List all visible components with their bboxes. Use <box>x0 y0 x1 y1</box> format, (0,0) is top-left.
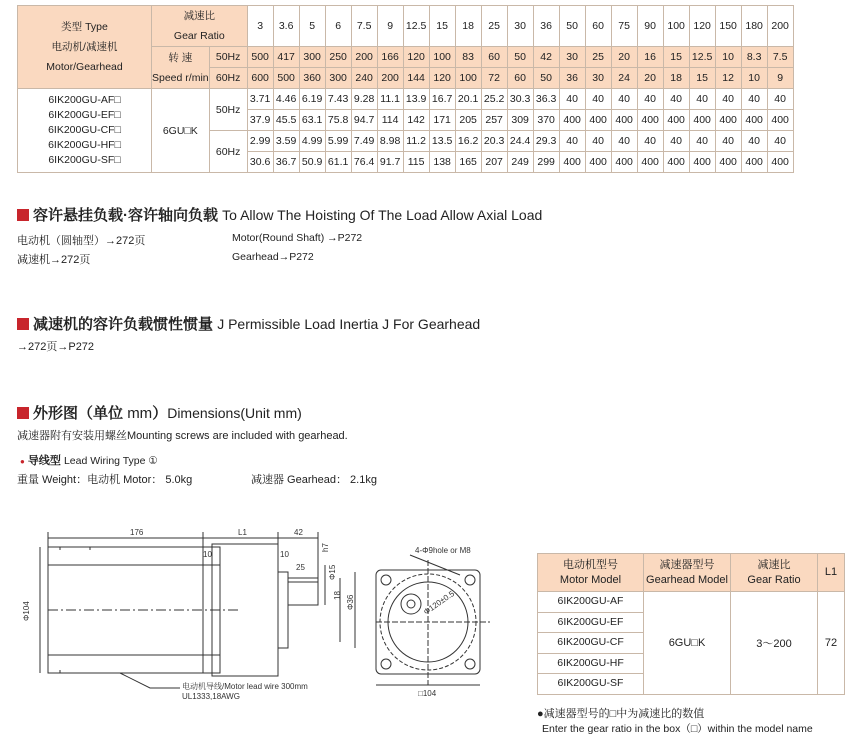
spec-value-cell: 205 <box>455 110 481 131</box>
spec-value-cell: 600 <box>247 68 273 89</box>
ratio-header: 减速比 Gear Ratio <box>152 6 248 47</box>
spec-value-cell: 400 <box>741 110 767 131</box>
l1-header: L1 <box>818 554 845 592</box>
l1-cell: 72 <box>818 592 845 695</box>
spec-value-cell: 50 <box>533 68 559 89</box>
speed-60hz-label: 60Hz <box>209 68 247 89</box>
ratio-cell: 15 <box>429 6 455 47</box>
model-note-cn: ●减速器型号的□中为减速比的数值 <box>537 708 705 720</box>
spec-value-cell: 60 <box>507 68 533 89</box>
spec-value-cell: 400 <box>767 152 793 173</box>
ratio-cell: 200 <box>767 6 793 47</box>
spec-value-cell: 400 <box>637 152 663 173</box>
spec-value-cell: 16.2 <box>455 131 481 152</box>
weight-gearhead: 减速器 Gearhead： 2.1kg <box>251 474 377 486</box>
spec-value-cell: 12 <box>715 68 741 89</box>
spec-value-cell: 37.9 <box>247 110 273 131</box>
ratio-cell: 18 <box>455 6 481 47</box>
spec-value-cell: 200 <box>351 47 377 68</box>
spec-value-cell: 400 <box>689 152 715 173</box>
ratio-cell: 12.5 <box>403 6 429 47</box>
spec-value-cell: 400 <box>741 152 767 173</box>
spec-value-cell: 40 <box>715 131 741 152</box>
spec-value-cell: 400 <box>715 152 741 173</box>
spec-value-cell: 36.3 <box>533 89 559 110</box>
spec-value-cell: 3.71 <box>247 89 273 110</box>
ratio-cell: 90 <box>637 6 663 47</box>
spec-value-cell: 40 <box>741 89 767 110</box>
spec-value-cell: 166 <box>377 47 403 68</box>
square-label: □104 <box>418 689 437 698</box>
spec-value-cell: 75.8 <box>325 110 351 131</box>
gearhead-body <box>212 544 278 676</box>
dim-h7: h7 <box>321 543 330 552</box>
spec-value-cell: 40 <box>611 89 637 110</box>
ratio-cell: 150 <box>715 6 741 47</box>
dim-10a: 10 <box>203 550 212 559</box>
spec-value-cell: 36.7 <box>273 152 299 173</box>
spec-value-cell: 13.5 <box>429 131 455 152</box>
spec-value-cell: 15 <box>663 47 689 68</box>
s1-line1-en: Motor(Round Shaft) →P272 <box>232 232 363 244</box>
spec-value-cell: 6.19 <box>299 89 325 110</box>
spec-value-cell: 63.1 <box>299 110 325 131</box>
spec-value-cell: 40 <box>741 131 767 152</box>
section-inertia-title: 减速机的容许负载惯性惯量 J Permissible Load Inertia J For Gearhead <box>17 313 480 334</box>
spec-value-cell: 165 <box>455 152 481 173</box>
spec-value-cell: 7.43 <box>325 89 351 110</box>
dim-18: 18 <box>333 591 342 600</box>
spec-value-cell: 100 <box>455 68 481 89</box>
speed-50hz-label: 50Hz <box>209 47 247 68</box>
s1-line1-cn: 电动机（圆轴型）→272页 <box>17 235 146 247</box>
spec-value-cell: 400 <box>663 152 689 173</box>
spec-value-cell: 2.99 <box>247 131 273 152</box>
spec-value-cell: 115 <box>403 152 429 173</box>
spec-value-cell: 400 <box>585 110 611 131</box>
gear-ratio-header: 减速比 Gear Ratio <box>731 554 818 592</box>
gearhead-cell: 6GU□K <box>152 89 210 173</box>
spec-value-cell: 370 <box>533 110 559 131</box>
spec-value-cell: 360 <box>299 68 325 89</box>
spec-value-cell: 8.98 <box>377 131 403 152</box>
dim-phi15: Φ15 <box>328 564 337 580</box>
dim-10b: 10 <box>280 550 289 559</box>
spec-value-cell: 40 <box>585 89 611 110</box>
ratio-cell: 30 <box>507 6 533 47</box>
red-square-icon <box>17 407 29 419</box>
spec-value-cell: 8.3 <box>741 47 767 68</box>
spec-value-cell: 18 <box>663 68 689 89</box>
spec-value-cell: 30.3 <box>507 89 533 110</box>
ratio-cell: 9 <box>377 6 403 47</box>
spec-value-cell: 20 <box>611 47 637 68</box>
motor-model-cell: 6IK200GU-HF <box>538 653 644 674</box>
ratio-cell: 36 <box>533 6 559 47</box>
spec-table <box>17 5 794 173</box>
spec-value-cell: 16.7 <box>429 89 455 110</box>
spec-value-cell: 40 <box>611 131 637 152</box>
gearhead-model-cell: 6GU□K <box>644 592 731 695</box>
spec-value-cell: 11.2 <box>403 131 429 152</box>
red-square-icon <box>17 209 29 221</box>
spec-value-cell: 40 <box>585 131 611 152</box>
spec-value-cell: 61.1 <box>325 152 351 173</box>
spec-value-cell: 30 <box>559 47 585 68</box>
spec-value-cell: 100 <box>429 47 455 68</box>
spec-value-cell: 11.1 <box>377 89 403 110</box>
s2-line1: →272页→P272 <box>17 341 95 353</box>
spec-value-cell: 40 <box>689 89 715 110</box>
spec-value-cell: 500 <box>247 47 273 68</box>
ratio-cell: 7.5 <box>351 6 377 47</box>
holes-label: 4-Φ9hole or M8 <box>415 546 471 555</box>
spec-value-cell: 400 <box>637 110 663 131</box>
spec-value-cell: 25.2 <box>481 89 507 110</box>
spec-value-cell: 40 <box>663 89 689 110</box>
dim-42: 42 <box>294 528 303 537</box>
ratio-cell: 6 <box>325 6 351 47</box>
spec-value-cell: 24 <box>611 68 637 89</box>
spec-value-cell: 300 <box>299 47 325 68</box>
spec-value-cell: 10 <box>741 68 767 89</box>
ratio-cell: 60 <box>585 6 611 47</box>
spec-value-cell: 417 <box>273 47 299 68</box>
motor-model-cell: 6IK200GU-CF <box>538 633 644 654</box>
spec-value-cell: 42 <box>533 47 559 68</box>
spec-value-cell: 400 <box>559 152 585 173</box>
model-table <box>537 553 845 695</box>
spec-value-cell: 9.28 <box>351 89 377 110</box>
spec-value-cell: 400 <box>715 110 741 131</box>
spec-value-cell: 120 <box>403 47 429 68</box>
spec-value-cell: 142 <box>403 110 429 131</box>
spec-value-cell: 94.7 <box>351 110 377 131</box>
section-allow-load-title: 容许悬挂负载·容许轴向负载 To Allow The Hoisting Of The Load Allow Axial Load <box>17 204 542 225</box>
ratio-cell: 100 <box>663 6 689 47</box>
wire-label: 电动机导线/Motor lead wire 300mm <box>182 682 308 691</box>
wire-spec: UL1333,18AWG <box>182 692 240 701</box>
spec-value-cell: 10 <box>715 47 741 68</box>
dim-176: 176 <box>130 528 144 537</box>
hz60-cell: 60Hz <box>209 131 247 173</box>
dimension-drawing <box>0 520 530 720</box>
spec-value-cell: 40 <box>689 131 715 152</box>
spec-value-cell: 4.46 <box>273 89 299 110</box>
motor-model-cell: 6IK200GU-EF <box>538 612 644 633</box>
spec-value-cell: 45.5 <box>273 110 299 131</box>
gearhead-model-header: 减速器型号 Gearhead Model <box>644 554 731 592</box>
red-square-icon <box>17 318 29 330</box>
dim-L1: L1 <box>238 528 247 537</box>
ratio-cell: 120 <box>689 6 715 47</box>
ratio-cell: 3 <box>247 6 273 47</box>
spec-value-cell: 13.9 <box>403 89 429 110</box>
spec-value-cell: 7.49 <box>351 131 377 152</box>
ratio-cell: 180 <box>741 6 767 47</box>
spec-value-cell: 40 <box>559 131 585 152</box>
spec-value-cell: 76.4 <box>351 152 377 173</box>
spec-value-cell: 40 <box>767 131 793 152</box>
s1-line2-en: Gearhead→P272 <box>232 251 314 263</box>
spec-value-cell: 120 <box>429 68 455 89</box>
spec-value-cell: 7.5 <box>767 47 793 68</box>
spec-value-cell: 30 <box>585 68 611 89</box>
spec-value-cell: 138 <box>429 152 455 173</box>
hz50-cell: 50Hz <box>209 89 247 131</box>
spec-value-cell: 20 <box>637 68 663 89</box>
spec-value-cell: 60 <box>481 47 507 68</box>
dim-phi36: Φ36 <box>346 594 355 610</box>
model-list: 6IK200GU-AF□ 6IK200GU-EF□ 6IK200GU-CF□ 6IK200GU-HF□ 6IK200GU-SF□ <box>18 89 152 173</box>
spec-value-cell: 40 <box>637 131 663 152</box>
spec-value-cell: 9 <box>767 68 793 89</box>
spec-value-cell: 249 <box>507 152 533 173</box>
ratio-cell: 75 <box>611 6 637 47</box>
spec-value-cell: 40 <box>559 89 585 110</box>
spec-value-cell: 400 <box>611 110 637 131</box>
spec-value-cell: 250 <box>325 47 351 68</box>
spec-value-cell: 83 <box>455 47 481 68</box>
ratio-cell: 25 <box>481 6 507 47</box>
spec-value-cell: 400 <box>611 152 637 173</box>
lead-wiring-type: ● 导线型 Lead Wiring Type ① <box>20 455 158 467</box>
ratio-cell: 3.6 <box>273 6 299 47</box>
spec-value-cell: 300 <box>325 68 351 89</box>
s1-line2-cn: 减速机→272页 <box>17 254 91 266</box>
speed-header: 转 速 Speed r/min <box>152 47 210 89</box>
dim-25: 25 <box>296 563 305 572</box>
spec-value-cell: 144 <box>403 68 429 89</box>
ratio-cell: 50 <box>559 6 585 47</box>
spec-value-cell: 500 <box>273 68 299 89</box>
ratio-cell: 5 <box>299 6 325 47</box>
spec-value-cell: 257 <box>481 110 507 131</box>
motor-model-cell: 6IK200GU-SF <box>538 674 644 695</box>
spec-value-cell: 40 <box>715 89 741 110</box>
motor-model-header: 电动机型号 Motor Model <box>538 554 644 592</box>
pcd-label: Φ120±0.5 <box>421 589 457 617</box>
spec-value-cell: 5.99 <box>325 131 351 152</box>
spec-value-cell: 309 <box>507 110 533 131</box>
spec-value-cell: 40 <box>637 89 663 110</box>
spec-value-cell: 20.1 <box>455 89 481 110</box>
spec-value-cell: 114 <box>377 110 403 131</box>
spec-value-cell: 91.7 <box>377 152 403 173</box>
type-header: 类型 Type 电动机/减速机 Motor/Gearhead <box>18 6 152 89</box>
spec-value-cell: 171 <box>429 110 455 131</box>
section-dimensions-title: 外形图（单位 mm）Dimensions(Unit mm) <box>17 402 302 423</box>
spec-value-cell: 40 <box>767 89 793 110</box>
spec-value-cell: 12.5 <box>689 47 715 68</box>
mounting-note: 减速器附有安装用螺丝Mounting screws are included with gearhead. <box>17 430 348 442</box>
spec-value-cell: 400 <box>689 110 715 131</box>
spec-value-cell: 4.99 <box>299 131 325 152</box>
spec-value-cell: 72 <box>481 68 507 89</box>
gear-ratio-cell: 3～200 <box>731 592 818 695</box>
model-note-en: Enter the gear ratio in the box（□）within the model name <box>542 723 813 735</box>
weight-motor: 重量 Weight：电动机 Motor： 5.0kg <box>17 474 193 486</box>
spec-value-cell: 400 <box>663 110 689 131</box>
spec-value-cell: 50 <box>507 47 533 68</box>
spec-value-cell: 24.4 <box>507 131 533 152</box>
spec-value-cell: 400 <box>767 110 793 131</box>
dim-phi104: Φ104 <box>22 601 31 621</box>
spec-value-cell: 29.3 <box>533 131 559 152</box>
spec-value-cell: 50.9 <box>299 152 325 173</box>
spec-value-cell: 25 <box>585 47 611 68</box>
spec-value-cell: 200 <box>377 68 403 89</box>
spec-value-cell: 30.6 <box>247 152 273 173</box>
spec-value-cell: 400 <box>585 152 611 173</box>
spec-value-cell: 400 <box>559 110 585 131</box>
spec-value-cell: 16 <box>637 47 663 68</box>
spec-value-cell: 299 <box>533 152 559 173</box>
motor-model-cell: 6IK200GU-AF <box>538 592 644 613</box>
spec-value-cell: 36 <box>559 68 585 89</box>
spec-value-cell: 20.3 <box>481 131 507 152</box>
spec-value-cell: 240 <box>351 68 377 89</box>
spec-value-cell: 15 <box>689 68 715 89</box>
spec-value-cell: 3.59 <box>273 131 299 152</box>
spec-value-cell: 207 <box>481 152 507 173</box>
spec-value-cell: 40 <box>663 131 689 152</box>
